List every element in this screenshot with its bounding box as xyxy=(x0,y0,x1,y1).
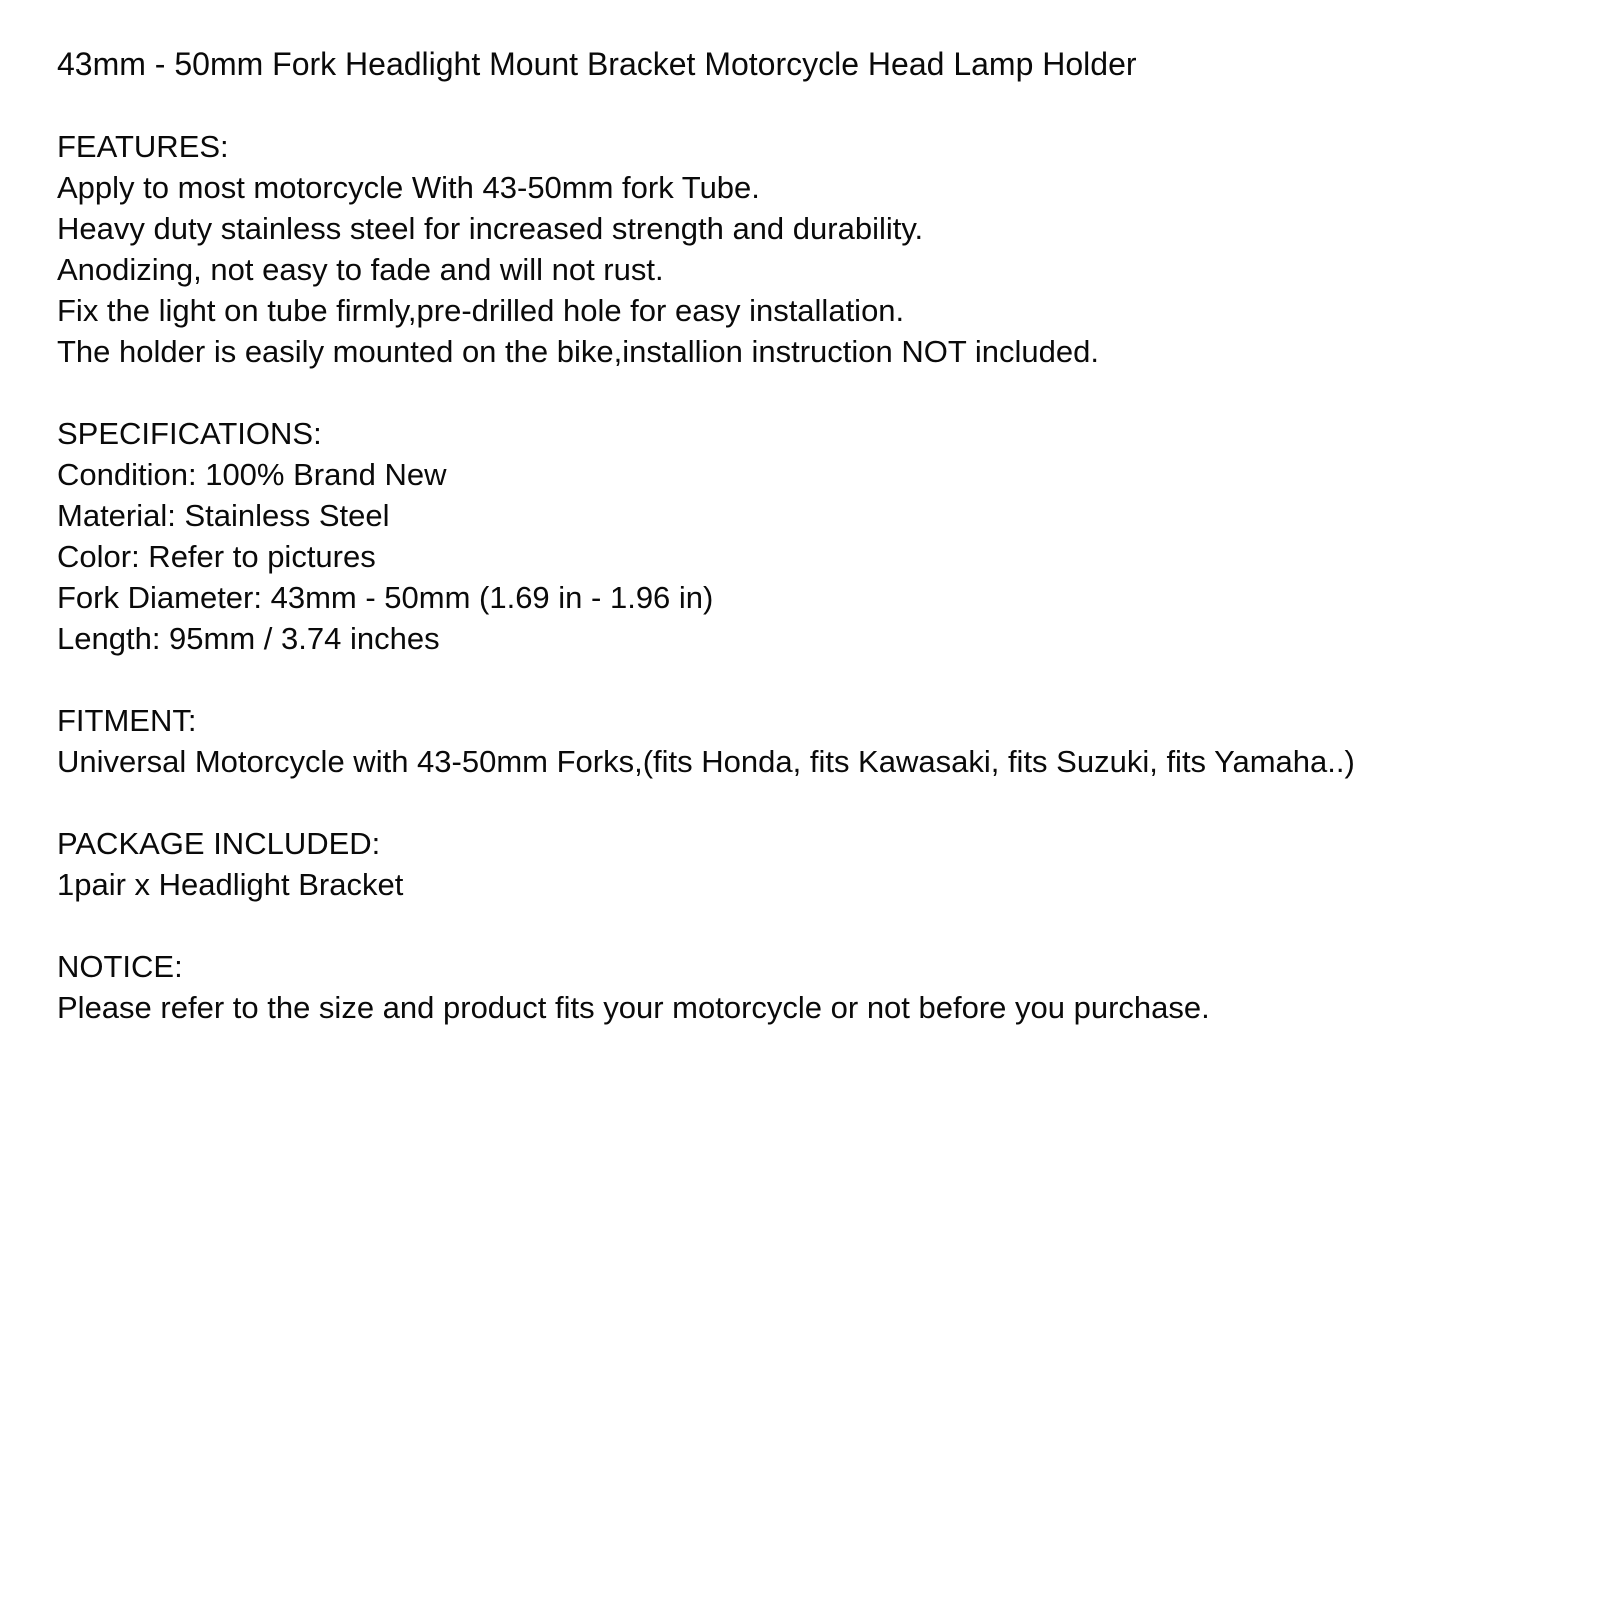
text-line: Condition: 100% Brand New xyxy=(57,457,447,492)
text-line: 1pair x Headlight Bracket xyxy=(57,867,404,902)
text-line: Heavy duty stainless steel for increased strength and durability. xyxy=(57,211,924,246)
section-features xyxy=(57,126,1580,372)
page-title: 43mm - 50mm Fork Headlight Mount Bracket Motorcycle Head Lamp Holder xyxy=(57,46,1137,82)
text-line: Length: 95mm / 3.74 inches xyxy=(57,621,440,656)
section-package-included xyxy=(57,823,1580,905)
text-line: Color: Refer to pictures xyxy=(57,539,376,574)
text-line: Universal Motorcycle with 43-50mm Forks,(fits Honda, fits Kawasaki, fits Suzuki, fits Yamaha..) xyxy=(57,744,1355,779)
section-heading-fitment: FITMENT: xyxy=(57,703,197,738)
section-heading-notice: NOTICE: xyxy=(57,949,183,984)
text-line: Material: Stainless Steel xyxy=(57,498,390,533)
section-heading-features: FEATURES: xyxy=(57,129,229,164)
section-fitment xyxy=(57,700,1580,782)
text-line: Anodizing, not easy to fade and will not rust. xyxy=(57,252,664,287)
section-notice xyxy=(57,946,1580,1028)
section-heading-package-included: PACKAGE INCLUDED: xyxy=(57,826,381,861)
section-heading-specifications: SPECIFICATIONS: xyxy=(57,416,322,451)
text-line: Please refer to the size and product fits your motorcycle or not before you purchase. xyxy=(57,990,1210,1025)
section-specifications xyxy=(57,413,1580,659)
text-line: Fix the light on tube firmly,pre-drilled hole for easy installation. xyxy=(57,293,905,328)
text-line: Apply to most motorcycle With 43-50mm fork Tube. xyxy=(57,170,760,205)
text-line: Fork Diameter: 43mm - 50mm (1.69 in - 1.96 in) xyxy=(57,580,714,615)
text-line: The holder is easily mounted on the bike,installion instruction NOT included. xyxy=(57,334,1099,369)
